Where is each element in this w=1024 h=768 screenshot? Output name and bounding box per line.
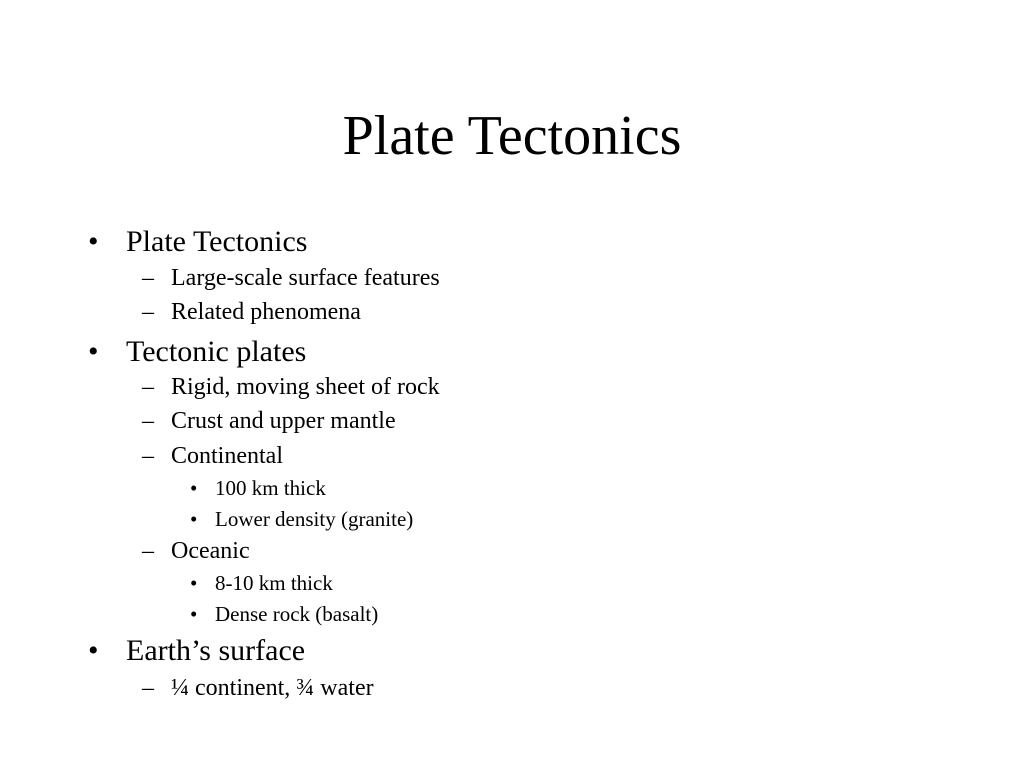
bullet-text: Earth’s surface: [126, 634, 306, 667]
sub-bullet-marker: –: [142, 299, 154, 325]
detail-bullet-marker: •: [190, 602, 198, 626]
sub-bullet-text: Crust and upper mantle: [171, 408, 396, 434]
sub-bullet-marker: –: [142, 443, 154, 469]
sub-bullet-text: Oceanic: [171, 538, 250, 564]
bullet-text: Tectonic plates: [126, 335, 307, 368]
detail-bullet-marker: •: [190, 571, 198, 595]
bullet-marker: •: [88, 335, 99, 368]
sub-bullet-marker: –: [142, 374, 154, 400]
detail-bullet-marker: •: [190, 507, 198, 531]
sub-bullet-marker: –: [142, 265, 154, 291]
bullet-marker: •: [88, 634, 99, 667]
sub-bullet-marker: –: [142, 675, 154, 701]
sub-bullet-text: Large-scale surface features: [171, 265, 440, 291]
sub-bullet-text: Rigid, moving sheet of rock: [171, 374, 440, 400]
detail-bullet-text: 100 km thick: [215, 476, 326, 500]
sub-bullet-text: Related phenomena: [171, 299, 361, 325]
detail-bullet-text: Dense rock (basalt): [215, 602, 379, 626]
detail-bullet-text: Lower density (granite): [215, 507, 414, 531]
bullet-text: Plate Tectonics: [126, 225, 308, 258]
sub-bullet-text: ¼ continent, ¾ water: [171, 675, 374, 701]
detail-bullet-text: 8-10 km thick: [215, 571, 333, 595]
detail-bullet-marker: •: [190, 476, 198, 500]
sub-bullet-marker: –: [142, 538, 154, 564]
sub-bullet-marker: –: [142, 408, 154, 434]
sub-bullet-text: Continental: [171, 443, 283, 469]
slide-title: Plate Tectonics: [342, 105, 682, 167]
bullet-marker: •: [88, 225, 99, 258]
